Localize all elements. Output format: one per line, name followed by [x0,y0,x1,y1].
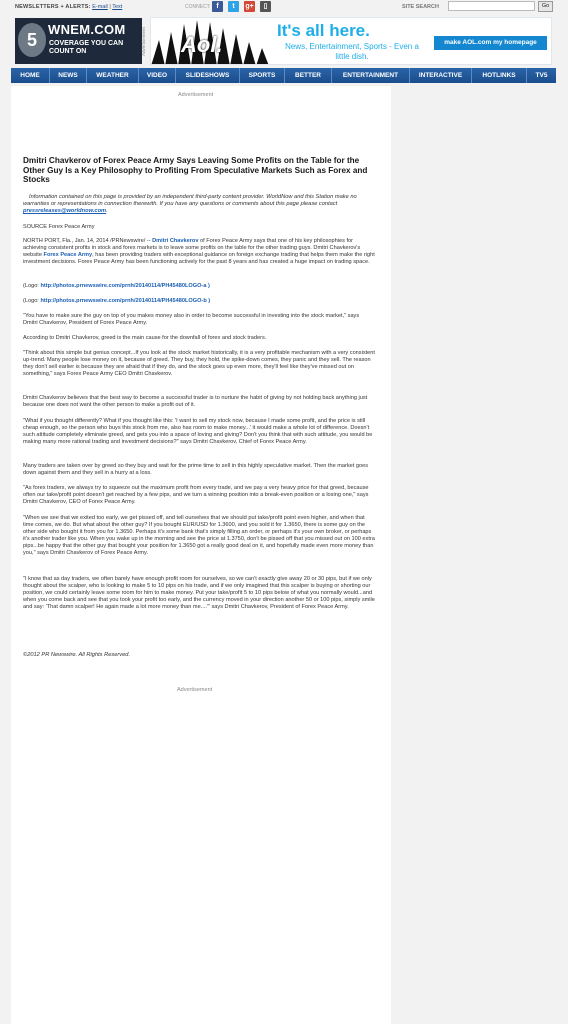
nav-better[interactable]: BETTER [285,68,332,83]
logo-text: WNEM.COM [48,22,126,37]
p1-text-c: , has been providing traders with exceptional guidance on foreign exchange trading that helps them make the right investment decisions. Forex Peace Army has been functioning actively for the past 8 years and has created a huge impact on trading space. [23,252,375,265]
newsletters-label: NEWSLETTERS + ALERTS: [15,4,91,10]
separator: | [109,4,111,10]
disclaimer-text: Information contained on this page is provided by an independent third-party content provider. WorldNow and this Station make no warranties or representations in connection therewith. If you have any questions or comments about this page please contact pressreleases@worldnow.com. [23,194,357,214]
twitter-icon[interactable]: t [228,1,239,12]
text-link[interactable]: Text [112,4,123,10]
p1-text-b: of Forex Peace Army says that one of his key philosophies for achieving consistent profits in stock and forex markets is to leave some profits on the table for the other trading guys. Dmitri Chavkerov's website [23,238,361,258]
article-paragraph-6: "What if you thought differently? What if you thought like this: 'I want to sell my stock now, because I made some profit, and the price is still cheap enough, so the person who buys this stock from me, also has room to make money...' it would make a whole lot of difference. Doesn't such attitude completely eliminate greed, and gets you into a space of loving and giving? Don't you think that with such attitude, you would be making many more rational trading and investment decisions?" says Dmitri Chavkerov, Chief of Forex Peace Army. [23,418,373,445]
logo-link-line-1 [23,283,375,290]
press-email-link[interactable]: pressreleases@worldnow.com [23,208,107,214]
article-paragraph-9: "When we see that we exited too early, we get pissed off, and tell ourselves that we should put take/profit point even higher, and when that time comes, we do. But what about the other guy? If you bought EUR/USD for 1.3600, and you sold it for 1.3650, there is some guy on the other side who bought it from you for 1.3650. Perhaps it's some bank that's simply filling an order, or perhaps it's your own broker, or perhaps it's another trader like you. When you wake up in the morning and see the price at 1.3750, don't be pissed off that you missed out on 100 extra pips...be happy that the other guy that bought your position for 1.3650 got a really good deal on it, and hopefully made even more money than you," says Dmitri Chavkerov of Forex Peace Army. [23,515,375,556]
top-advertisement-label: Advertisement [178,92,214,98]
ad-homepage-button[interactable]: make AOL.com my homepage [434,36,547,50]
nav-tv5[interactable]: TV5 [535,72,548,79]
advertisement-vertical-label: Advertisement [141,27,146,57]
nav-sports[interactable]: SPORTS [240,68,285,83]
p1-text-a: NORTH PORT, Fla., Jan. 14, 2014 /PRNewswire/ -- [23,238,151,244]
logo-b-link[interactable]: http://photos.prnewswire.com/prnh/20140114/PH45480LOGO-b ) [40,298,211,304]
logo2-prefix: (Logo: [23,298,39,304]
station-logo[interactable] [15,18,142,64]
ad-headline: It's all here. [277,21,370,40]
article-paragraph-5: Dmitri Chavkerov believes that the best way to become a successful trader is to nurture the habit of giving by not holding back anything just because one does not want the other person to make a profit out of it. [23,395,368,408]
article-paragraph-8: "As forex traders, we always try to squeeze out the maximum profit from every trade, and we pay a very heavy price for that greed, because often our take/profit point doesn't get reached by a few pips, and we turn a winning position into a break-even position or a losing one," says Dmitri Chavkerov, CEO of Forex Peace Army. [23,485,369,505]
article-paragraph-2: "You have to make sure the guy on top of you makes money also in order to become successful in investing into the stock market," says Dmitri Chavkerov, President of Forex Peace Army. [23,313,360,326]
logo1-prefix: (Logo: [23,283,39,289]
nav-interactive[interactable]: INTERACTIVE [410,68,472,83]
aol-ad-banner[interactable] [150,17,552,65]
copyright-notice: ©2012 PR Newswire. All Rights Reserved. [23,652,131,658]
article-source: SOURCE Forex Peace Army [23,224,95,230]
ad-subline: News, Entertainment, Sports - Even a little dish. [285,42,419,61]
aol-logo: Aol. [181,32,223,57]
forex-peace-army-link[interactable]: Forex Peace Army [43,252,93,258]
mobile-icon[interactable]: ▯ [260,1,271,12]
logo-a-link[interactable]: http://photos.prnewswire.com/prnh/20140114/PH45480LOGO-a ) [40,283,210,289]
logo-emblem: 5 [18,23,46,57]
email-link[interactable]: E-mail [92,4,108,10]
site-search-input[interactable] [448,1,535,11]
article-paragraph-1 [23,238,375,266]
article-paragraph-4: "Think about this simple but genius concept...If you look at the stock market historically, it is a very profitable mechanism with a very consistent up-trend. Many people lose money on it, because of greed. They buy, they hold, the spike-down comes, they panic and they sell. The reason they don't sell earlier is because they are afraid that if they do, and the stock goes up even more, they'll feel like they've missed out on something," says Forex Peace Army CEO Dmitri Chavkerov. [23,350,375,377]
logo-tagline: COVERAGE YOU CAN COUNT ON [49,40,124,55]
nav-slideshows[interactable]: SLIDESHOWS [176,68,240,83]
newsletters-bar [15,4,122,10]
connect-label: CONNECT: [185,4,211,10]
nav-hotlinks[interactable]: HOTLINKS [472,68,527,83]
site-search-label: SITE SEARCH [402,4,439,10]
dmitri-chavkerov-link[interactable]: Dmitri Chavkerov [152,238,199,244]
bottom-advertisement-label: Advertisement [177,687,213,693]
disclaimer-body: Information contained on this page is provided by an independent third-party content provider. WorldNow and this Station make no warranties or representations in connection therewith. If you have any questions or comments about this page please contact [23,194,357,207]
top-utility-bar [0,0,568,14]
article-paragraph-10: "I know that as day traders, we often barely have enough profit room for ourselves, so we can't exactly give away 20 or 30 pips, but if we only thought about the scalper, who is looking to make 5 to 10 pips on his trade, and if we only imagined that this scalper is buying or shorting our position, we could certainly leave some room for him to make money. Put your take/profit 5 to 10 pips below of what you normally would...and when you come back and see that you took your profit too early, and the currency moved in your direction another 50 or 100 pips, simply smile and say: 'That damn scalper! He again made a lot more money than me....'" says Dmitri Chavkerov, President of Forex Peace Army. [23,576,375,610]
google-plus-icon[interactable]: g+ [245,3,254,10]
right-sidebar [391,86,552,1024]
logo-link-line-2 [23,298,375,305]
facebook-icon[interactable]: f [212,1,223,12]
search-go-button[interactable]: Go [538,1,553,12]
nav-weather[interactable]: WEATHER [87,68,139,83]
nav-news[interactable]: NEWS [50,68,87,83]
main-navigation [11,68,556,83]
nav-entertainment[interactable]: ENTERTAINMENT [332,68,410,83]
article-paragraph-3: According to Dmitri Chavkerov, greed is the main cause for the downfall of forex and stock traders. [23,335,267,341]
nav-video[interactable]: VIDEO [139,68,176,83]
article-headline: Dmitri Chavkerov of Forex Peace Army Says Leaving Some Profits on the Table for the Other Guy Is a Key Philosophy to Profiting From Speculative Markets Such as Forex and Stocks [23,156,368,185]
article-paragraph-7: Many traders are taken over by greed so they buy and wait for the prime time to sell in this highly speculative market. Then the market goes down against them and they sell in a hurry at a loss. [23,463,369,476]
nav-home[interactable]: HOME [11,68,50,83]
